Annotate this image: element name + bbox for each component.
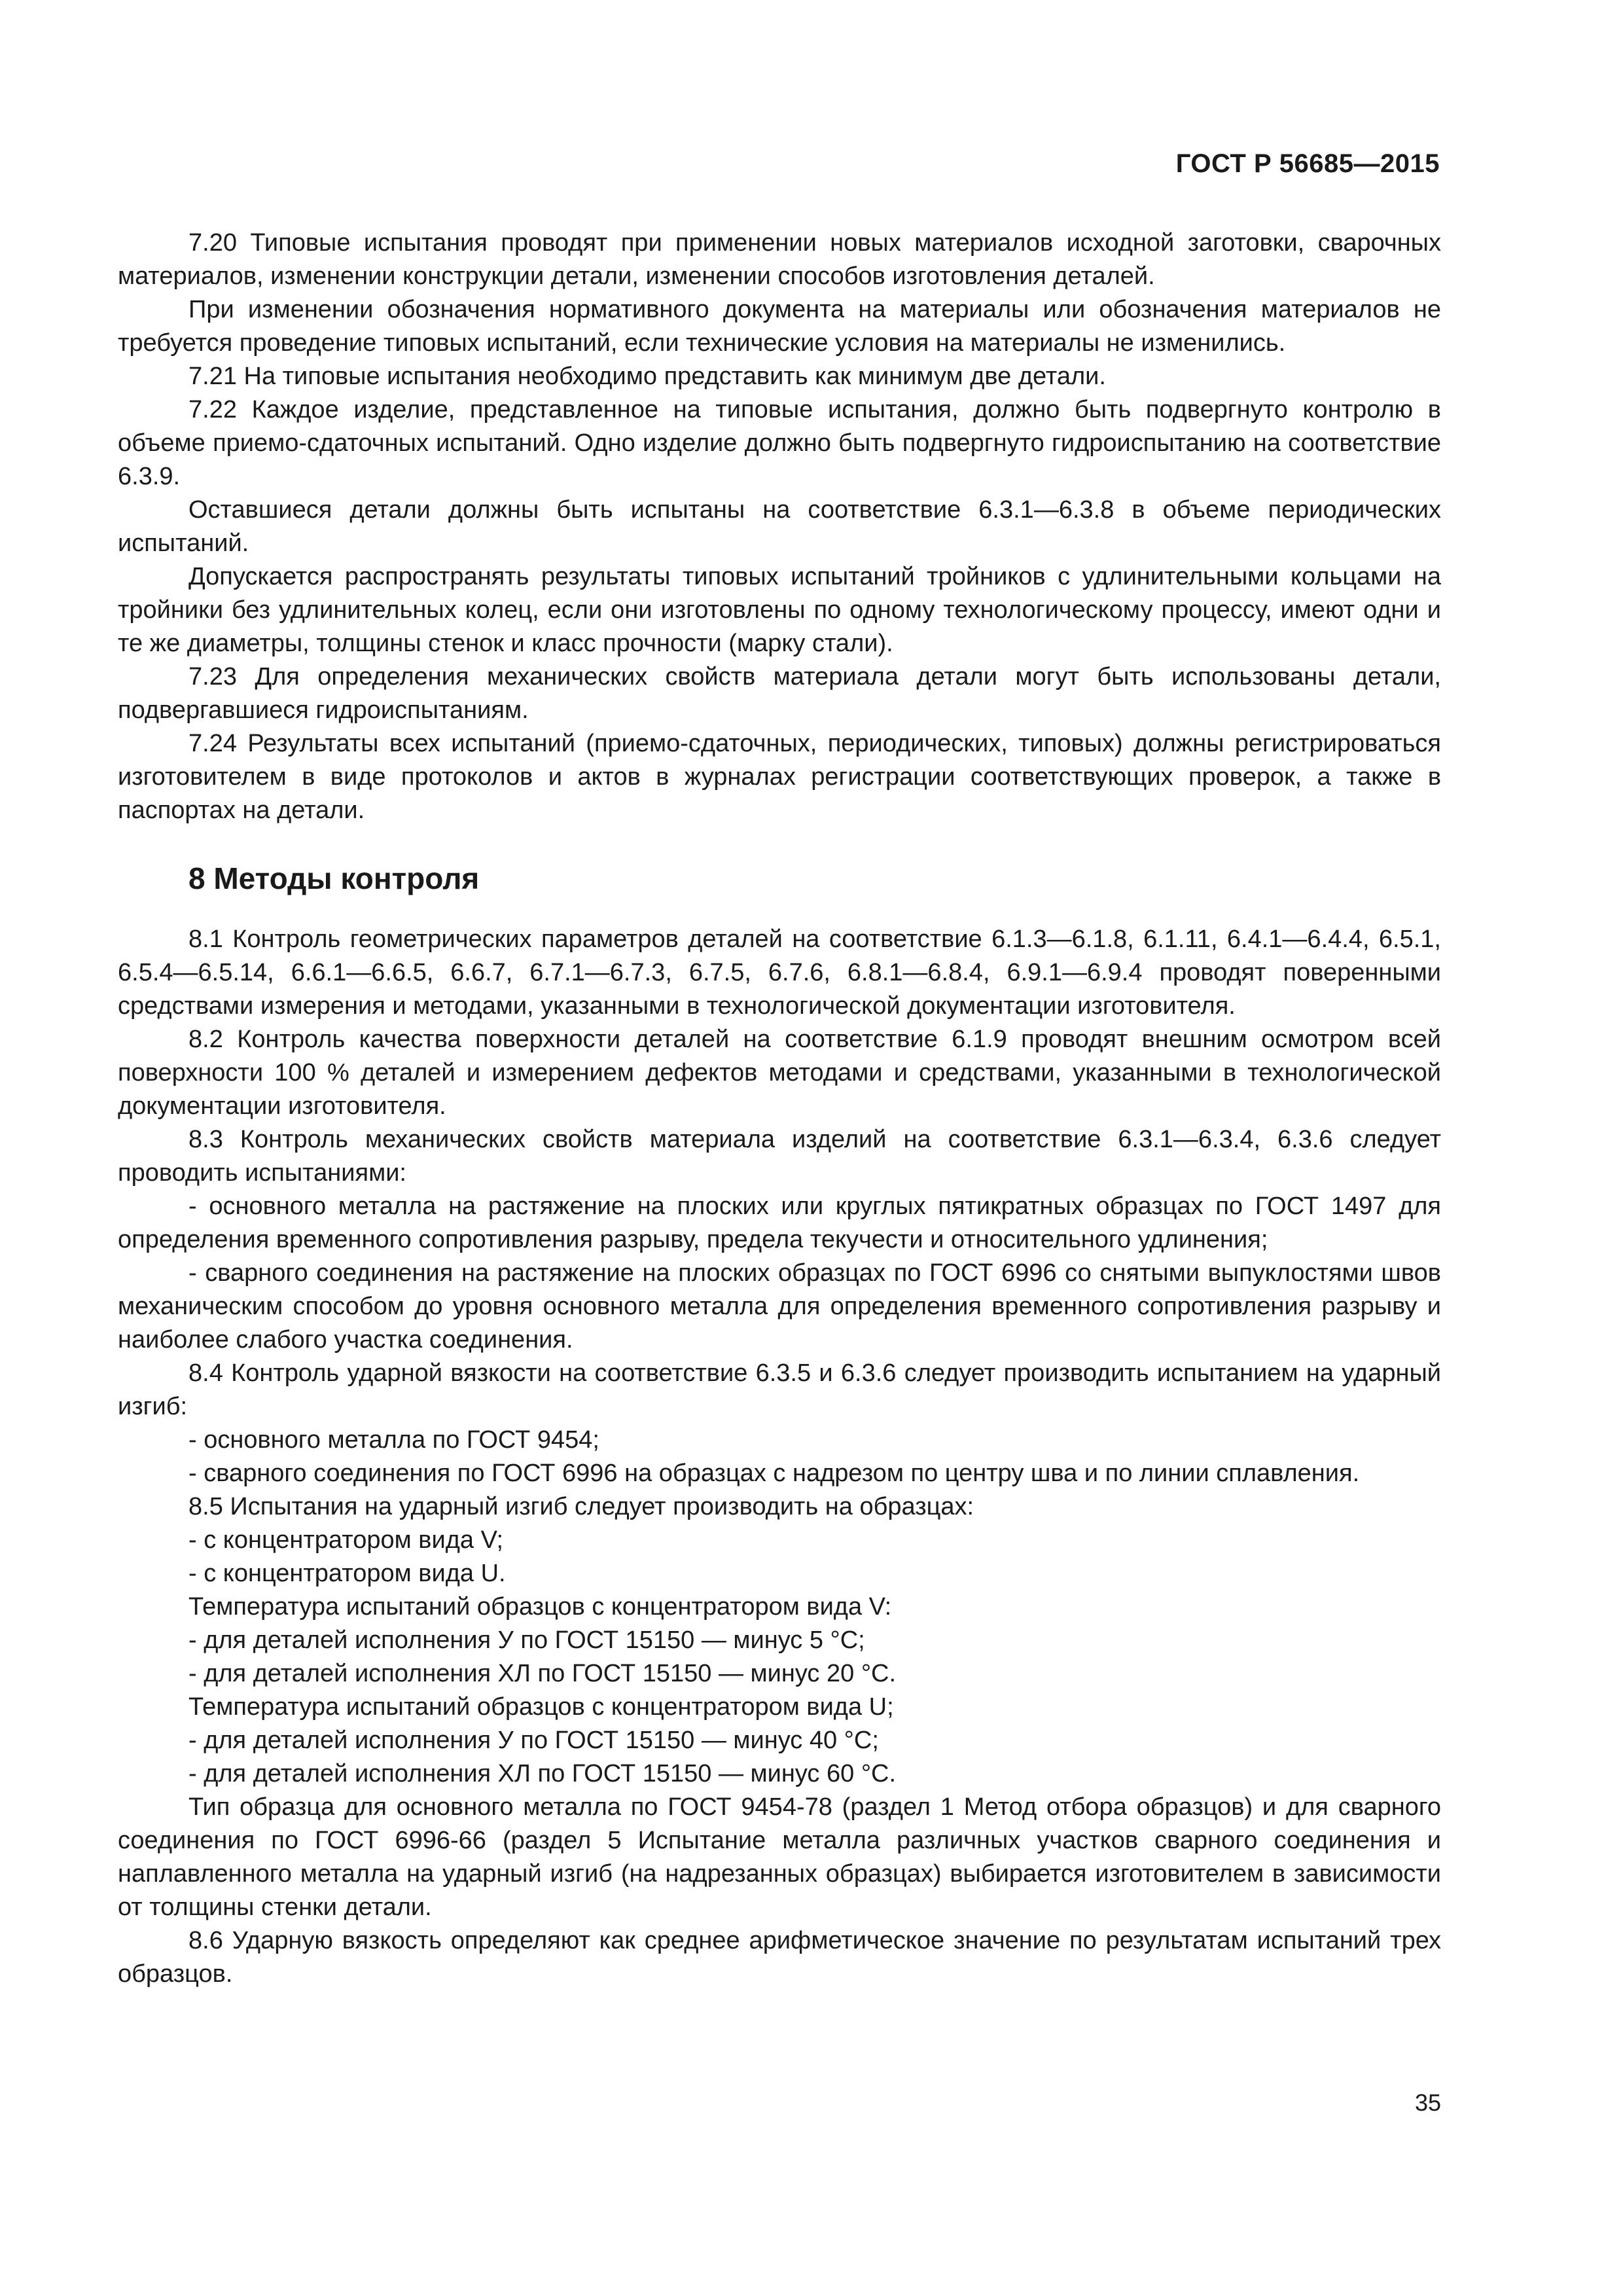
paragraph-7-22: 7.22 Каждое изделие, представленное на типовые испытания, должно быть подвергнуто контролю в объеме приемо-сдаточных испытаний. Одно изделие должно быть подвергнуто гидроиспытанию на соответствие 6.3.9. bbox=[118, 396, 1441, 490]
paragraph-8-2: 8.2 Контроль качества поверхности деталей на соответствие 6.1.9 проводят внешним осмотром всей поверхности 100 % деталей и измерением дефектов методами и средствами, указанными в технологической документации изготовителя. bbox=[118, 1026, 1441, 1120]
section-8-heading: 8 Методы контроля bbox=[188, 861, 480, 895]
list-item-8-4-weld: - сварного соединения по ГОСТ 6996 на образцах с надрезом по центру шва и по линии сплавления. bbox=[188, 1460, 1360, 1487]
list-item-8-3-base-metal: - основного металла на растяжение на плоских или круглых пятикратных образцах по ГОСТ 1497 для определения временного сопротивления разрыву, предела текучести и относительного удлинения; bbox=[118, 1193, 1441, 1253]
list-item-temp-u-hl: - для деталей исполнения ХЛ по ГОСТ 15150 — минус 60 °С. bbox=[188, 1760, 897, 1787]
paragraph-8-5: 8.5 Испытания на ударный изгиб следует производить на образцах: bbox=[188, 1493, 974, 1520]
list-item-8-5-u: - с концентратором вида U. bbox=[188, 1560, 506, 1587]
list-item-temp-v-u: - для деталей исполнения У по ГОСТ 15150 — минус 5 °С; bbox=[188, 1626, 865, 1654]
paragraph-8-1: 8.1 Контроль геометрических параметров деталей на соответствие 6.1.3—6.1.8, 6.1.11, 6.4.1—6.4.4, 6.5.1, 6.5.4—6.5.14, 6.6.1—6.6.5, 6.6.7, 6.7.1—6.7.3, 6.7.5, 6.7.6, 6.8.1—6.8.4, 6.9.1—6.9.4 проводят поверенными средствами измерения и методами, указанными в технологической документации изготовителя. bbox=[118, 925, 1441, 1020]
document-code-header: ГОСТ Р 56685—2015 bbox=[1175, 149, 1440, 178]
paragraph-8-4: 8.4 Контроль ударной вязкости на соответствие 6.3.5 и 6.3.6 следует производить испытанием на ударный изгиб: bbox=[118, 1359, 1441, 1420]
paragraph-8-5-specimen-type: Тип образца для основного металла по ГОСТ 9454-78 (раздел 1 Метод отбора образцов) и для сварного соединения по ГОСТ 6996-66 (раздел 5 Испытание металла различных участков сварного соединения и наплавленного металла на ударный изгиб (на надрезанных образцах) выбирается изготовителем в зависимости от толщины стенки детали. bbox=[118, 1793, 1441, 1921]
paragraph-8-5-temp-v: Температура испытаний образцов с концентратором вида V: bbox=[188, 1593, 892, 1621]
paragraph-7-24: 7.24 Результаты всех испытаний (приемо-сдаточных, периодических, типовых) должны регистрироваться изготовителем в виде протоколов и актов в журналах регистрации соответствующих проверок, а также в паспортах на детали. bbox=[118, 730, 1441, 824]
paragraph-8-6: 8.6 Ударную вязкость определяют как среднее арифметическое значение по результатам испытаний трех образцов. bbox=[118, 1927, 1441, 1988]
paragraph-7-23: 7.23 Для определения механических свойств материала детали могут быть использованы детали, подвергавшиеся гидроиспытаниям. bbox=[118, 663, 1441, 724]
page-content bbox=[118, 226, 1441, 1991]
page-number: 35 bbox=[1414, 2089, 1441, 2116]
paragraph-7-22-remaining: Оставшиеся детали должны быть испытаны на соответствие 6.3.1—6.3.8 в объеме периодических испытаний. bbox=[118, 496, 1441, 557]
paragraph-7-22-tees: Допускается распространять результаты типовых испытаний тройников с удлинительными кольцами на тройники без удлинительных колец, если они изготовлены по одному технологическому процессу, имеют одни и те же диаметры, толщины стенок и класс прочности (марку стали). bbox=[118, 563, 1441, 657]
paragraph-8-3: 8.3 Контроль механических свойств материала изделий на соответствие 6.3.1—6.3.4, 6.3.6 следует проводить испытаниями: bbox=[118, 1126, 1441, 1187]
list-item-temp-v-hl: - для деталей исполнения ХЛ по ГОСТ 15150 — минус 20 °С. bbox=[188, 1660, 897, 1687]
paragraph-7-21: 7.21 На типовые испытания необходимо представить как минимум две детали. bbox=[188, 363, 1106, 390]
list-item-8-5-v: - с концентратором вида V; bbox=[188, 1526, 504, 1554]
paragraph-7-20-note: При изменении обозначения нормативного документа на материалы или обозначения материалов не требуется проведение типовых испытаний, если технические условия на материалы не изменились. bbox=[118, 296, 1441, 357]
list-item-8-4-base-metal: - основного металла по ГОСТ 9454; bbox=[188, 1426, 599, 1454]
list-item-8-3-weld: - сварного соединения на растяжение на плоских образцах по ГОСТ 6996 со снятыми выпуклостями швов механическим способом до уровня основного металла для определения временного сопротивления разрыву и наиболее слабого участка соединения. bbox=[118, 1259, 1441, 1354]
paragraph-7-20: 7.20 Типовые испытания проводят при применении новых материалов исходной заготовки, сварочных материалов, изменении конструкции детали, изменении способов изготовления деталей. bbox=[118, 229, 1441, 290]
list-item-temp-u-u: - для деталей исполнения У по ГОСТ 15150 — минус 40 °С; bbox=[188, 1727, 879, 1754]
paragraph-8-5-temp-u: Температура испытаний образцов с концентратором вида U; bbox=[188, 1693, 894, 1721]
